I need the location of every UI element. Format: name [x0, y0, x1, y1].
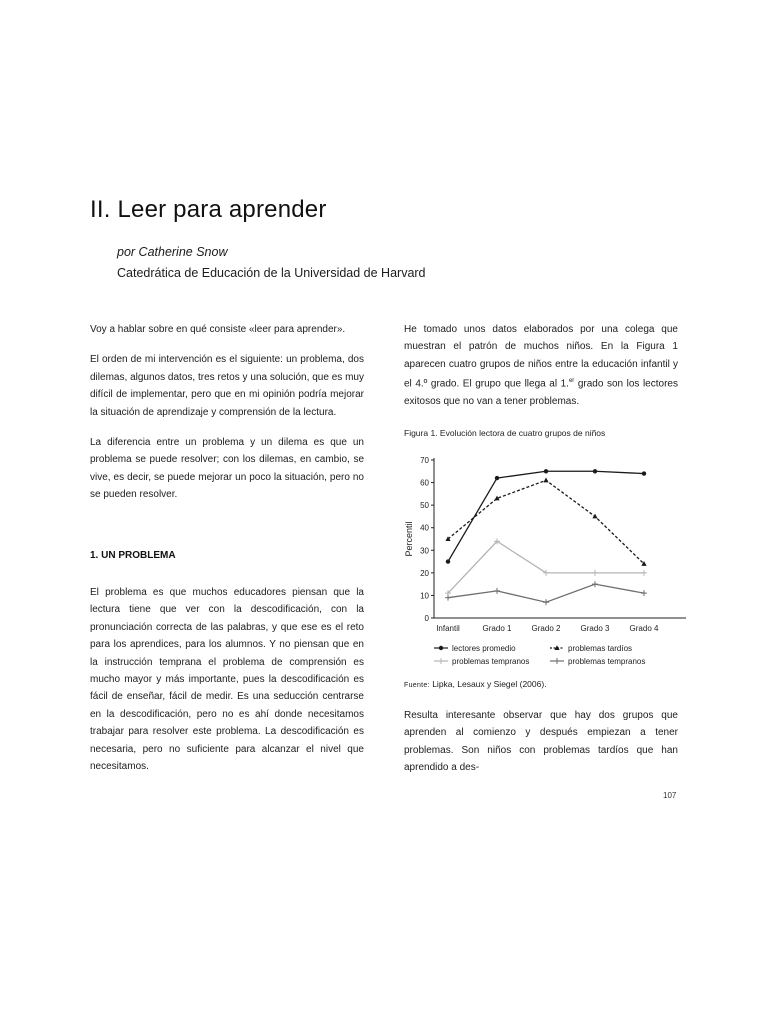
- series-line-3: [448, 541, 644, 593]
- legend-label: problemas tempranos: [568, 657, 646, 666]
- data-point-series-4: [543, 599, 549, 605]
- page-number: 107: [663, 791, 677, 800]
- data-point-series-4: [494, 588, 500, 594]
- x-tick-label: Infantil: [436, 624, 460, 633]
- x-tick-label: Grado 3: [580, 624, 610, 633]
- legend-swatch-marker: [439, 646, 443, 650]
- data-point-series-3: [592, 570, 598, 576]
- legend-swatch-marker: [554, 658, 560, 664]
- left-paragraph-3: La diferencia entre un problema y un dilema es que un problema se puede resolver; con los dilemas, en cambio, se vive, es decir, se puede mejorar un poco la situación, pero no se pueden resolver.: [90, 437, 364, 501]
- right-column-bottom: [404, 707, 678, 777]
- left-paragraph-4: El problema es que muchos educadores piensan que la lectura tiene que ver con la descodificación, con la pronunciación correcta de las palabras, y que ese es el reto para los aprendices, para los alumnos. Y no piensan que en la instrucción temprana el problema de comprensión es mucho mayor y más importante, pues la descodificación es fácil de enseñar, fácil de medir. Es una seducción centrarse en la descodificación, pero no es ahí donde necesitamos trabajar para resolver este problema. La descodificación es necesaria, pero no suficiente para alcanzar el nivel que necesitamos.: [90, 587, 364, 773]
- y-tick-label: 50: [420, 501, 429, 511]
- legend-swatch-marker: [438, 658, 444, 664]
- author-affiliation: Catedrática de Educación de la Universidad de Harvard: [117, 266, 426, 280]
- section-heading: 1. UN PROBLEMA: [90, 550, 176, 561]
- left-column: [90, 321, 364, 517]
- data-point-series-4: [592, 581, 598, 587]
- y-axis-label: Percentil: [404, 521, 414, 557]
- data-point-series-1: [593, 469, 597, 473]
- right-paragraph-1: [404, 321, 678, 410]
- y-tick-label: 70: [420, 456, 429, 465]
- right-paragraph-1-start: He tomado unos datos elaborados por una colega que muestran el patrón de muchos niños. En la Figura 1 aparecen cuatro grupos de niños entre la educación infantil y el 4.º grado. El grupo que llega al 1.: [404, 324, 678, 390]
- page-title: II. Leer para aprender: [90, 196, 327, 223]
- series-line-1: [448, 471, 644, 561]
- y-tick-label: 10: [420, 591, 429, 601]
- data-point-series-2: [592, 514, 597, 519]
- data-point-series-3: [641, 570, 647, 576]
- data-point-series-1: [544, 469, 548, 473]
- y-tick-label: 0: [424, 614, 429, 623]
- data-point-series-1: [446, 559, 450, 563]
- figure-caption: Figura 1. Evolución lectora de cuatro grupos de niños: [404, 428, 606, 438]
- y-tick-label: 40: [420, 523, 429, 533]
- left-paragraph-1: Voy a hablar sobre en qué consiste «leer para aprender».: [90, 324, 346, 335]
- right-column: [404, 321, 678, 423]
- series-line-2: [448, 480, 644, 564]
- y-tick-label: 30: [420, 546, 429, 556]
- x-tick-label: Grado 1: [482, 624, 512, 633]
- x-tick-label: Grado 2: [531, 624, 561, 633]
- figure-source: [404, 679, 547, 689]
- data-point-series-4: [641, 590, 647, 596]
- y-tick-label: 20: [420, 568, 429, 578]
- data-point-series-2: [543, 478, 548, 483]
- source-text: Lipka, Lesaux y Siegel (2006).: [429, 679, 547, 689]
- x-tick-label: Grado 4: [629, 624, 659, 633]
- y-tick-label: 60: [420, 478, 429, 488]
- left-column-bottom: [90, 584, 364, 775]
- right-paragraph-1-end: grado son los lectores exitosos que no van a tener problemas.: [404, 378, 678, 407]
- legend-label: problemas tempranos: [452, 657, 530, 666]
- right-paragraph-2: Resulta interesante observar que hay dos grupos que aprenden al comienzo y después empiezan a tener problemas. Son niños con problemas tardíos que han aprendido a des-: [404, 710, 678, 774]
- legend-label: lectores promedio: [452, 644, 516, 653]
- data-point-series-1: [642, 471, 646, 475]
- source-label: Fuente:: [404, 682, 430, 689]
- legend-label: problemas tardíos: [568, 644, 633, 653]
- left-paragraph-2: El orden de mi intervención es el siguiente: un problema, dos dilemas, algunos datos, tres retos y una solución, que es muy difícil de implementar, pero que en mi opinión podría mejorar la situación de aprendizaje y comprensión de la lectura.: [90, 354, 364, 418]
- data-point-series-4: [445, 595, 451, 601]
- line-chart: [398, 446, 688, 668]
- author-name: por Catherine Snow: [117, 245, 228, 259]
- data-point-series-1: [495, 476, 499, 480]
- ordinal-superscript: er: [568, 378, 575, 385]
